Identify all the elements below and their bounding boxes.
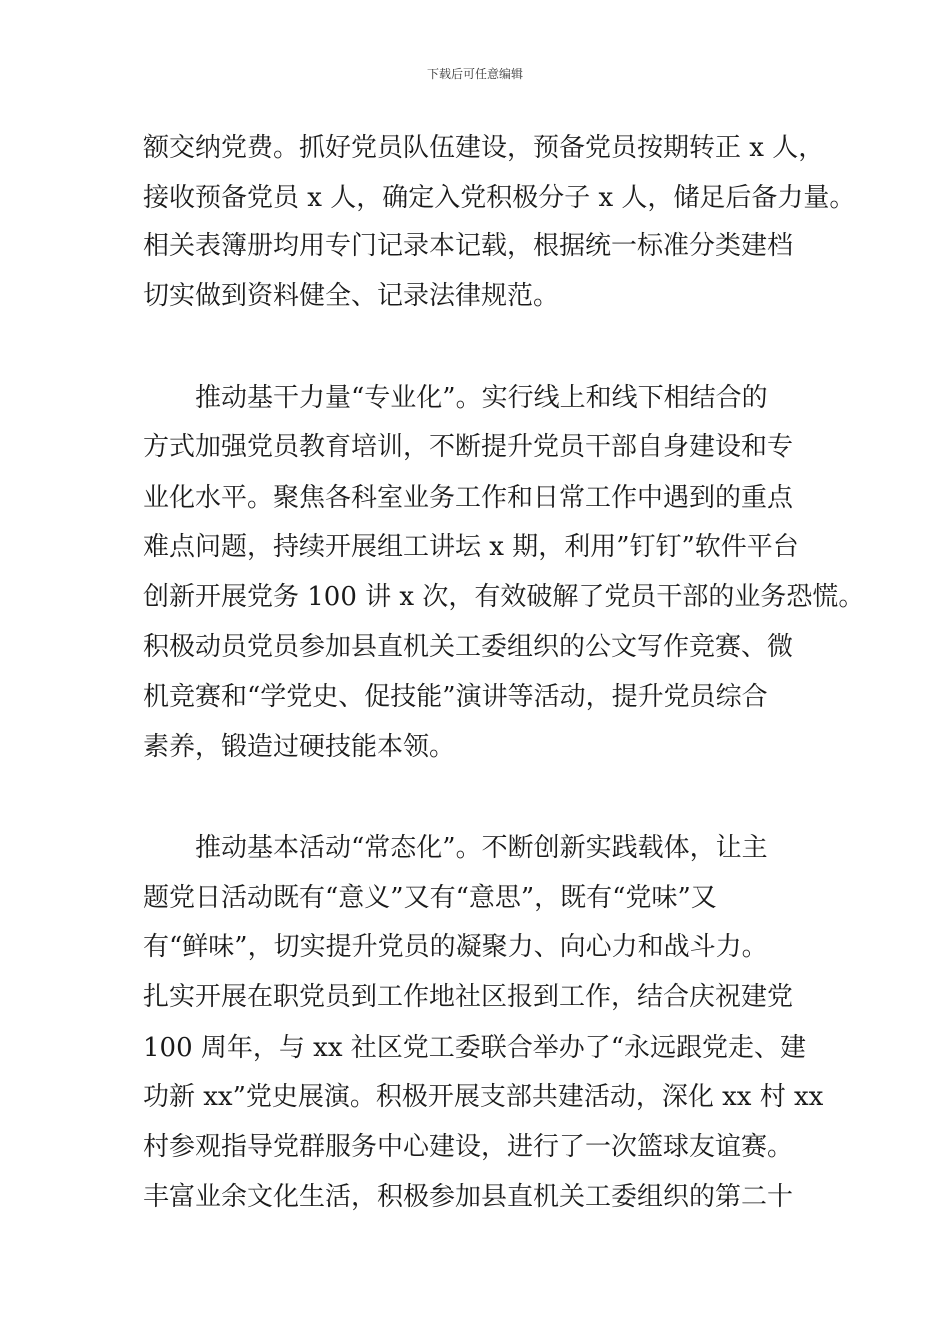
paragraph-2-line-1: 推动基干力量“专业化”。实行线上和线下相结合的 (195, 383, 768, 413)
paragraph-2-line-3: 业化水平。聚焦各科室业务工作和日常工作中遇到的重点 (143, 483, 794, 513)
paragraph-2-line-4: 难点问题，持续开展组工讲坛 x 期，利用”钉钉”软件平台 (143, 532, 799, 562)
paragraph-1-line-3: 相关表簿册均用专门记录本记载，根据统一标准分类建档 (143, 231, 794, 261)
paragraph-3-line-7: 村参观指导党群服务中心建设，进行了一次篮球友谊赛。 (143, 1132, 794, 1162)
paragraph-2-line-7: 机竞赛和“学党史、促技能”演讲等活动，提升党员综合 (143, 682, 768, 712)
paragraph-3-line-5: 100 周年，与 xx 社区党工委联合举办了“永远跟党走、建 (143, 1033, 807, 1063)
paragraph-1-line-4: 切实做到资料健全、记录法律规范。 (143, 281, 560, 311)
paragraph-3-line-6: 功新 xx”党史展演。积极开展支部共建活动，深化 xx 村 xx (143, 1082, 824, 1112)
paragraph-1-line-1: 额交纳党费。抓好党员队伍建设，预备党员按期转正 x 人， (143, 133, 825, 163)
page-header: 下载后可任意编辑 (426, 67, 523, 81)
paragraph-2-line-2: 方式加强党员教育培训，不断提升党员干部自身建设和专 (143, 432, 794, 462)
paragraph-3-line-3: 有“鲜味”，切实提升党员的凝聚力、向心力和战斗力。 (143, 932, 768, 962)
paragraph-3-line-2: 题党日活动既有“意义”又有“意思”，既有“党味”又 (143, 883, 717, 913)
paragraph-2-line-8: 素养，锻造过硬技能本领。 (143, 732, 456, 762)
paragraph-3-line-4: 扎实开展在职党员到工作地社区报到工作，结合庆祝建党 (143, 982, 794, 1012)
paragraph-2-line-6: 积极动员党员参加县直机关工委组织的公文写作竞赛、微 (143, 632, 794, 662)
paragraph-1-line-2: 接收预备党员 x 人，确定入党积极分子 x 人，储足后备力量。 (143, 183, 856, 213)
paragraph-3-line-8: 丰富业余文化生活，积极参加县直机关工委组织的第二十 (143, 1182, 794, 1212)
paragraph-2-line-5: 创新开展党务 100 讲 x 次，有效破解了党员干部的业务恐慌。 (143, 582, 865, 612)
paragraph-3-line-1: 推动基本活动“常态化”。不断创新实践载体，让主 (195, 833, 768, 863)
